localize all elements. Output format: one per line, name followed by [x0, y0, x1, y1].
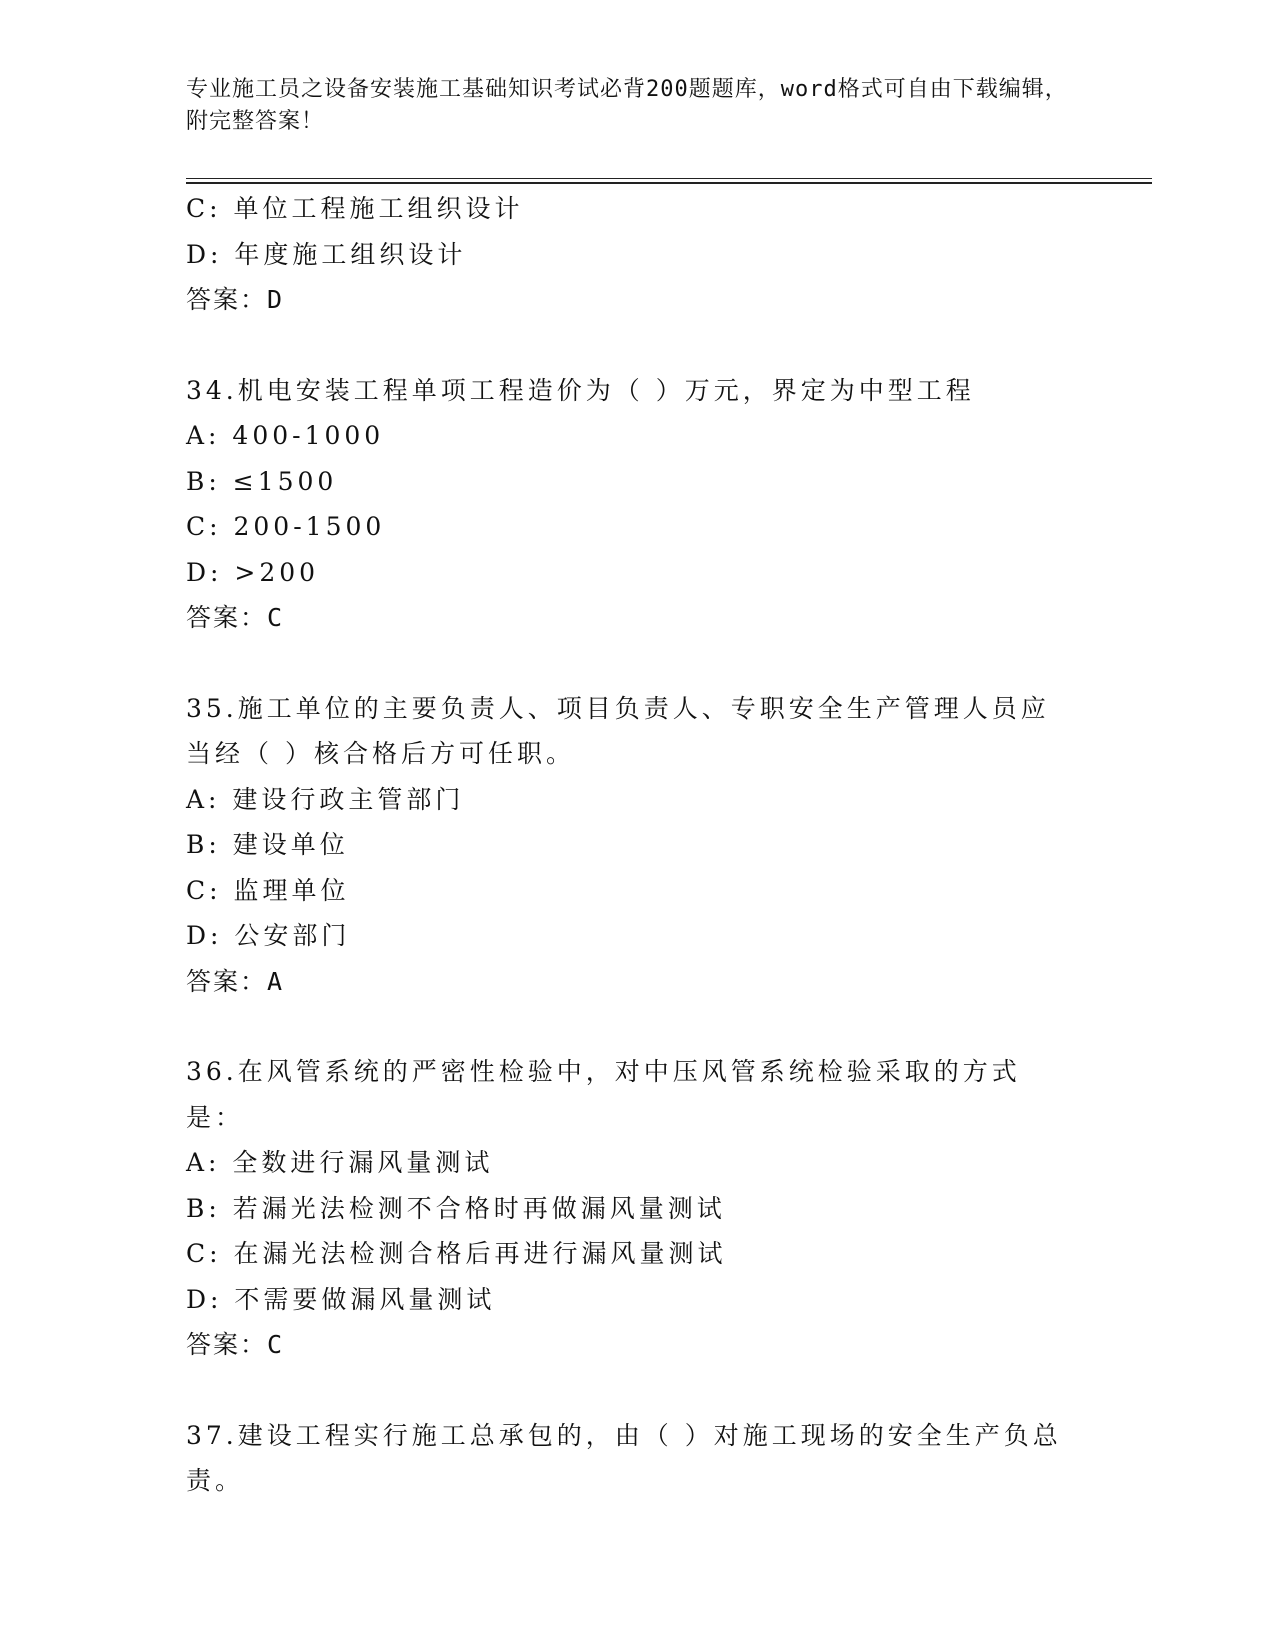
question-35 [186, 686, 1086, 1005]
document-body [186, 186, 1086, 1504]
option-d: D: 不需要做漏风量测试 [186, 1284, 496, 1314]
option-c: C: 200-1500 [186, 512, 386, 541]
option-a: A: 400-1000 [186, 421, 385, 450]
question-stem: 34.机电安装工程单项工程造价为（ ）万元，界定为中型工程 [186, 375, 975, 405]
option-b: B: 建设单位 [186, 830, 349, 859]
spacer [186, 323, 1086, 368]
document-header: 专业施工员之设备安装施工基础知识考试必背200题题库，word格式可自由下载编辑，附完整答案！ [186, 77, 1068, 134]
answer-line: 答案：A [186, 966, 285, 996]
header-divider-bottom [186, 182, 1152, 184]
answer-line: 答案：C [186, 603, 285, 632]
spacer [186, 1368, 1086, 1413]
question-37 [186, 1413, 1086, 1504]
option-c: C: 单位工程施工组织设计 [186, 194, 524, 223]
header-divider-top [186, 178, 1152, 179]
option-b: B: ≤1500 [186, 466, 338, 496]
carryover-question [186, 186, 1086, 323]
option-d: D: 公安部门 [186, 921, 351, 950]
option-b: B: 若漏光法检测不合格时再做漏风量测试 [186, 1193, 726, 1223]
answer-line: 答案：D [186, 285, 285, 314]
option-d: D: 年度施工组织设计 [186, 239, 467, 269]
spacer [186, 1004, 1086, 1049]
question-34 [186, 368, 1086, 641]
question-36 [186, 1049, 1086, 1368]
question-stem: 35.施工单位的主要负责人、项目负责人、专职安全生产管理人员应当经（ ）核合格后方可任职。 [186, 693, 1050, 768]
spacer [186, 641, 1086, 686]
option-d: D: >200 [186, 557, 320, 587]
option-c: C: 在漏光法检测合格后再进行漏风量测试 [186, 1239, 727, 1268]
option-a: A: 全数进行漏风量测试 [186, 1148, 494, 1177]
option-c: C: 监理单位 [186, 875, 350, 905]
option-a: A: 建设行政主管部门 [186, 784, 465, 814]
question-stem: 37.建设工程实行施工总承包的，由（ ）对施工现场的安全生产负总责。 [186, 1420, 1062, 1495]
question-stem: 36.在风管系统的严密性检验中，对中压风管系统检验采取的方式是： [186, 1057, 1021, 1132]
answer-line: 答案：C [186, 1330, 285, 1359]
